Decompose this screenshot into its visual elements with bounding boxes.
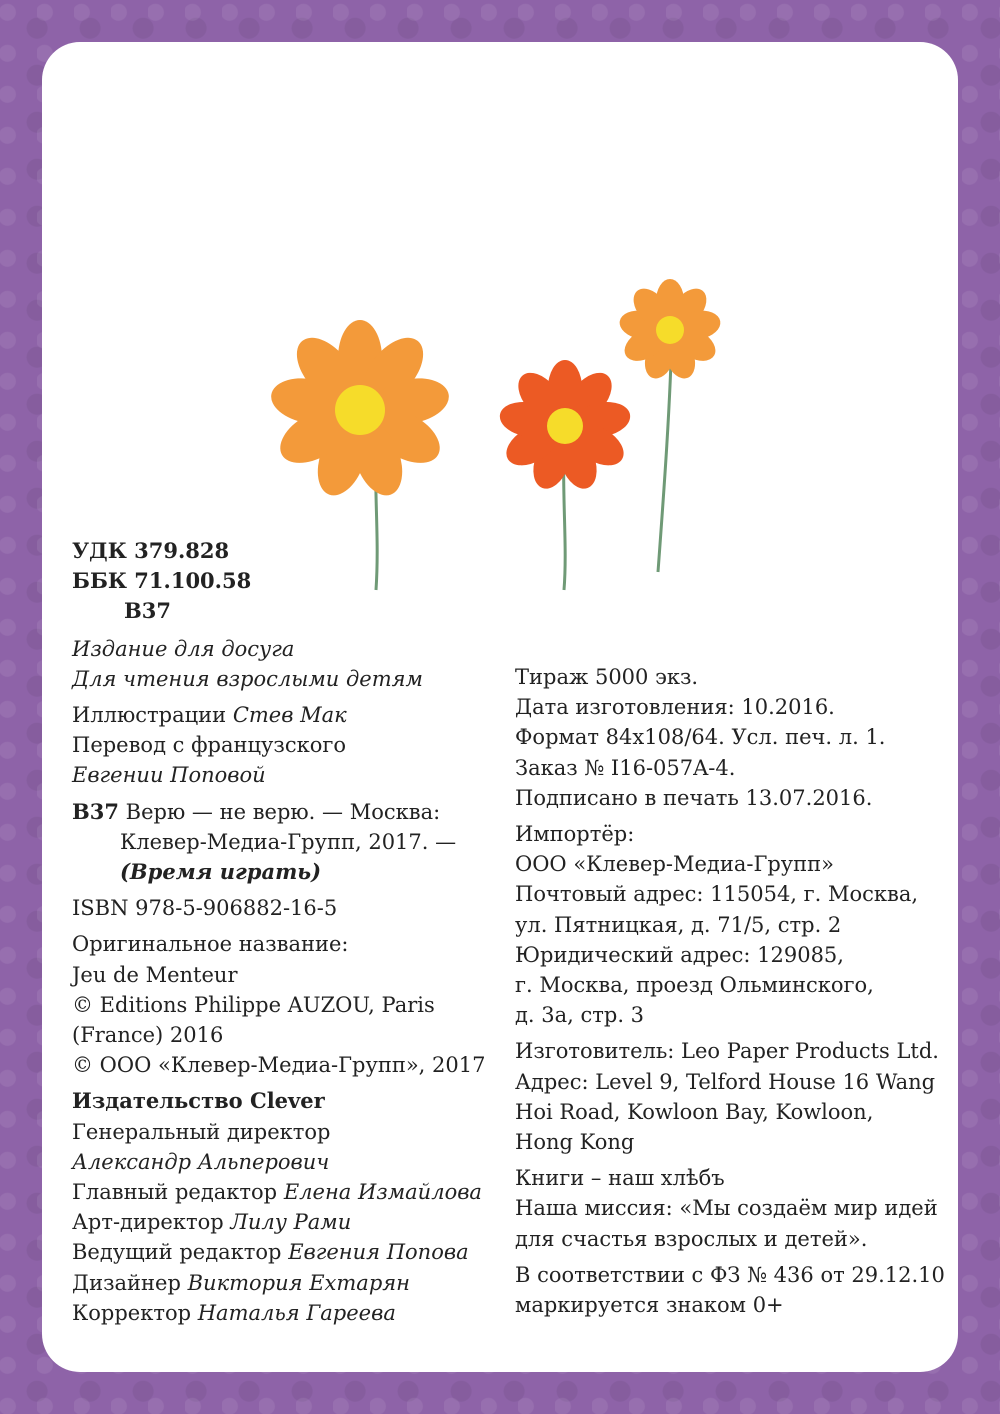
staff-role: Дизайнер: [72, 1270, 181, 1295]
staff-lead-editor: [72, 1237, 492, 1267]
staff-person: Наталья Гареева: [197, 1300, 396, 1325]
staff-chief-editor: [72, 1177, 492, 1207]
print-format: Формат 84х108/64. Усл. печ. л. 1.: [515, 725, 886, 750]
original-title-label: Оригинальное название:: [72, 932, 349, 957]
staff-person: Лилу Рами: [230, 1210, 352, 1235]
print-run: Тираж 5000 экз.: [515, 665, 699, 689]
publisher-name: Издательство Clever: [72, 1088, 325, 1114]
staff-proofreader: [72, 1298, 492, 1328]
udk: УДК 379.828: [72, 538, 230, 563]
edition-type: Издание для досуга: [72, 636, 295, 661]
law-line-1: В соответствии с ФЗ № 436 от 29.12.10: [515, 1262, 945, 1287]
series-name: (Время играть): [120, 859, 322, 885]
manufacturer-address-1: Адрес: Level 9, Telford House 16 Wang: [515, 1069, 936, 1094]
mission-slogan: Книги – наш хлѣбъ: [515, 1166, 725, 1191]
importer-legal-2: г. Москва, проезд Ольминского,: [515, 973, 874, 998]
flower-right: [617, 279, 722, 383]
illustrations-credit: [72, 700, 492, 730]
staff-role-general-director: Генеральный директор: [72, 1119, 331, 1144]
left-column: [72, 536, 492, 1328]
illustrations-label: Иллюстрации: [72, 703, 227, 728]
staff-role: Корректор: [72, 1300, 192, 1325]
mission-line-2: для счастья взрослых и детей».: [515, 1226, 868, 1251]
flower-left: [268, 320, 453, 502]
importer-legal-3: д. 3а, стр. 3: [515, 1003, 645, 1028]
print-signed: Подписано в печать 13.07.2016.: [515, 785, 873, 810]
copyright-auzou-2: (France) 2016: [72, 1023, 224, 1048]
staff-designer: [72, 1268, 492, 1298]
staff-list: [72, 1117, 492, 1328]
bibliographic-sign: В37: [72, 798, 119, 824]
importer-postal-1: Почтовый адрес: 115054, г. Москва,: [515, 882, 919, 907]
mission-line-1: Наша миссия: «Мы создаём мир идей: [515, 1196, 938, 1221]
illustrator-name: Стев Мак: [232, 703, 347, 728]
original-title: Jeu de Menteur: [72, 962, 238, 987]
staff-role: Главный редактор: [72, 1180, 278, 1205]
importer-label: Импортёр:: [515, 822, 635, 847]
author-sign: В37: [124, 598, 171, 624]
print-date: Дата изготовления: 10.2016.: [515, 695, 835, 720]
bbk: ББК 71.100.58: [72, 568, 252, 594]
translation-label: Перевод с французского: [72, 733, 347, 758]
staff-role: Ведущий редактор: [72, 1240, 282, 1265]
staff-person: Виктория Ехтарян: [187, 1270, 410, 1295]
copyright-auzou-1: © Editions Philippe AUZOU, Paris: [72, 992, 435, 1017]
staff-person: Елена Измайлова: [283, 1180, 482, 1205]
bibliographic-line2: Клевер-Медиа-Групп, 2017. —: [120, 829, 457, 854]
importer-legal-1: Юридический адрес: 129085,: [515, 942, 844, 967]
manufacturer-address-3: Hong Kong: [515, 1130, 635, 1155]
isbn: ISBN 978-5-906882-16-5: [72, 896, 338, 921]
importer-name: ООО «Клевер-Медиа-Групп»: [515, 852, 834, 877]
manufacturer-label: Изготовитель: Leo Paper Products Ltd.: [515, 1039, 939, 1064]
bibliographic-entry: [72, 797, 492, 827]
staff-person-general-director: Александр Альперович: [72, 1149, 330, 1174]
translator-name: Евгении Поповой: [72, 763, 266, 788]
right-column: [515, 662, 945, 1320]
staff-role: Арт-директор: [72, 1210, 224, 1235]
staff-person: Евгения Попова: [288, 1240, 469, 1265]
manufacturer-address-2: Hoi Road, Kowloon Bay, Kowloon,: [515, 1099, 874, 1124]
copyright-clever: © ООО «Клевер-Медиа-Групп», 2017: [72, 1053, 486, 1078]
flower-middle: [497, 360, 633, 494]
staff-art-director: [72, 1207, 492, 1237]
importer-postal-2: ул. Пятницкая, д. 71/5, стр. 2: [515, 912, 842, 937]
law-line-2: маркируется знаком 0+: [515, 1293, 784, 1318]
print-order: Заказ № I16-057A-4.: [515, 755, 736, 780]
edition-audience: Для чтения взрослыми детям: [72, 666, 423, 691]
bibliographic-line1: Верю — не верю. — Москва:: [125, 799, 441, 824]
